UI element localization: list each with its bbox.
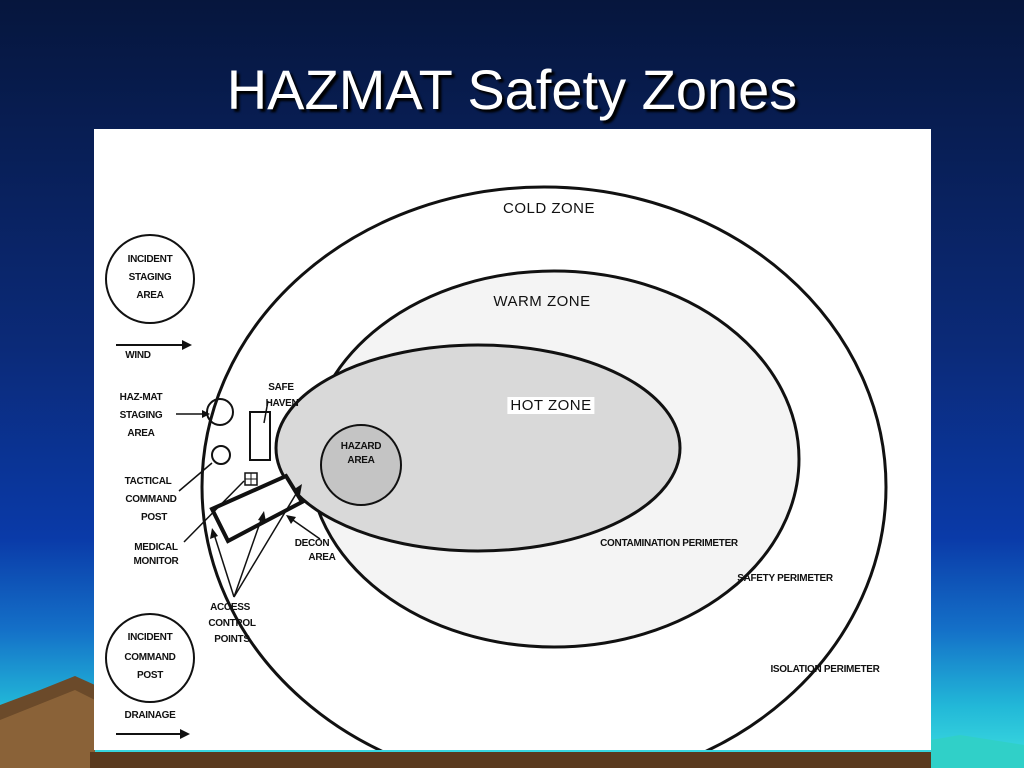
- incident-command-label-1: INCIDENT: [127, 632, 173, 643]
- tactical-command-label-3: POST: [140, 512, 168, 523]
- hazmat-staging-label-1: HAZ-MAT: [119, 392, 163, 403]
- zone-ellipses: [94, 129, 931, 750]
- safe-haven-label-2: HAVEN: [265, 398, 299, 409]
- decon-area-label-1: DECON: [294, 538, 330, 549]
- hazmat-staging-label-3: AREA: [127, 428, 155, 439]
- contamination-perimeter-label: CONTAMINATION PERIMETER: [600, 538, 738, 549]
- incident-staging-label-1: INCIDENT: [127, 254, 173, 265]
- hazard-area-label-line1: HAZARD: [340, 441, 382, 452]
- isolation-perimeter-label: ISOLATION PERIMETER: [770, 664, 880, 675]
- hazard-area-label-line2: AREA: [347, 455, 375, 466]
- access-control-label-3: POINTS: [214, 634, 250, 645]
- access-control-label-1: ACCESS: [210, 602, 250, 613]
- safe-haven-label-1: SAFE: [268, 382, 294, 393]
- cold-zone-label: COLD ZONE: [502, 200, 596, 217]
- drainage-label: DRAINAGE: [124, 710, 176, 721]
- slide-title: HAZMAT Safety Zones: [226, 58, 798, 121]
- safety-perimeter-label: SAFETY PERIMETER: [737, 573, 833, 584]
- decon-area-label-2: AREA: [308, 552, 336, 563]
- tactical-command-label-2: COMMAND: [125, 494, 177, 505]
- medical-monitor-label-1: MEDICAL: [134, 542, 178, 553]
- wind-label: WIND: [125, 350, 151, 361]
- warm-zone-label: WARM ZONE: [493, 293, 591, 310]
- access-control-label-2: CONTROL: [208, 618, 256, 629]
- hazmat-zone-diagram: [94, 129, 931, 750]
- hot-zone-label: HOT ZONE: [507, 397, 594, 414]
- incident-command-label-2: COMMAND: [124, 652, 176, 663]
- medical-monitor-label-2: MONITOR: [133, 556, 179, 567]
- hazmat-staging-label-2: STAGING: [119, 410, 163, 421]
- incident-command-label-3: POST: [136, 670, 164, 681]
- incident-staging-label-3: AREA: [136, 290, 164, 301]
- incident-staging-label-2: STAGING: [128, 272, 172, 283]
- tactical-command-label-1: TACTICAL: [124, 476, 172, 487]
